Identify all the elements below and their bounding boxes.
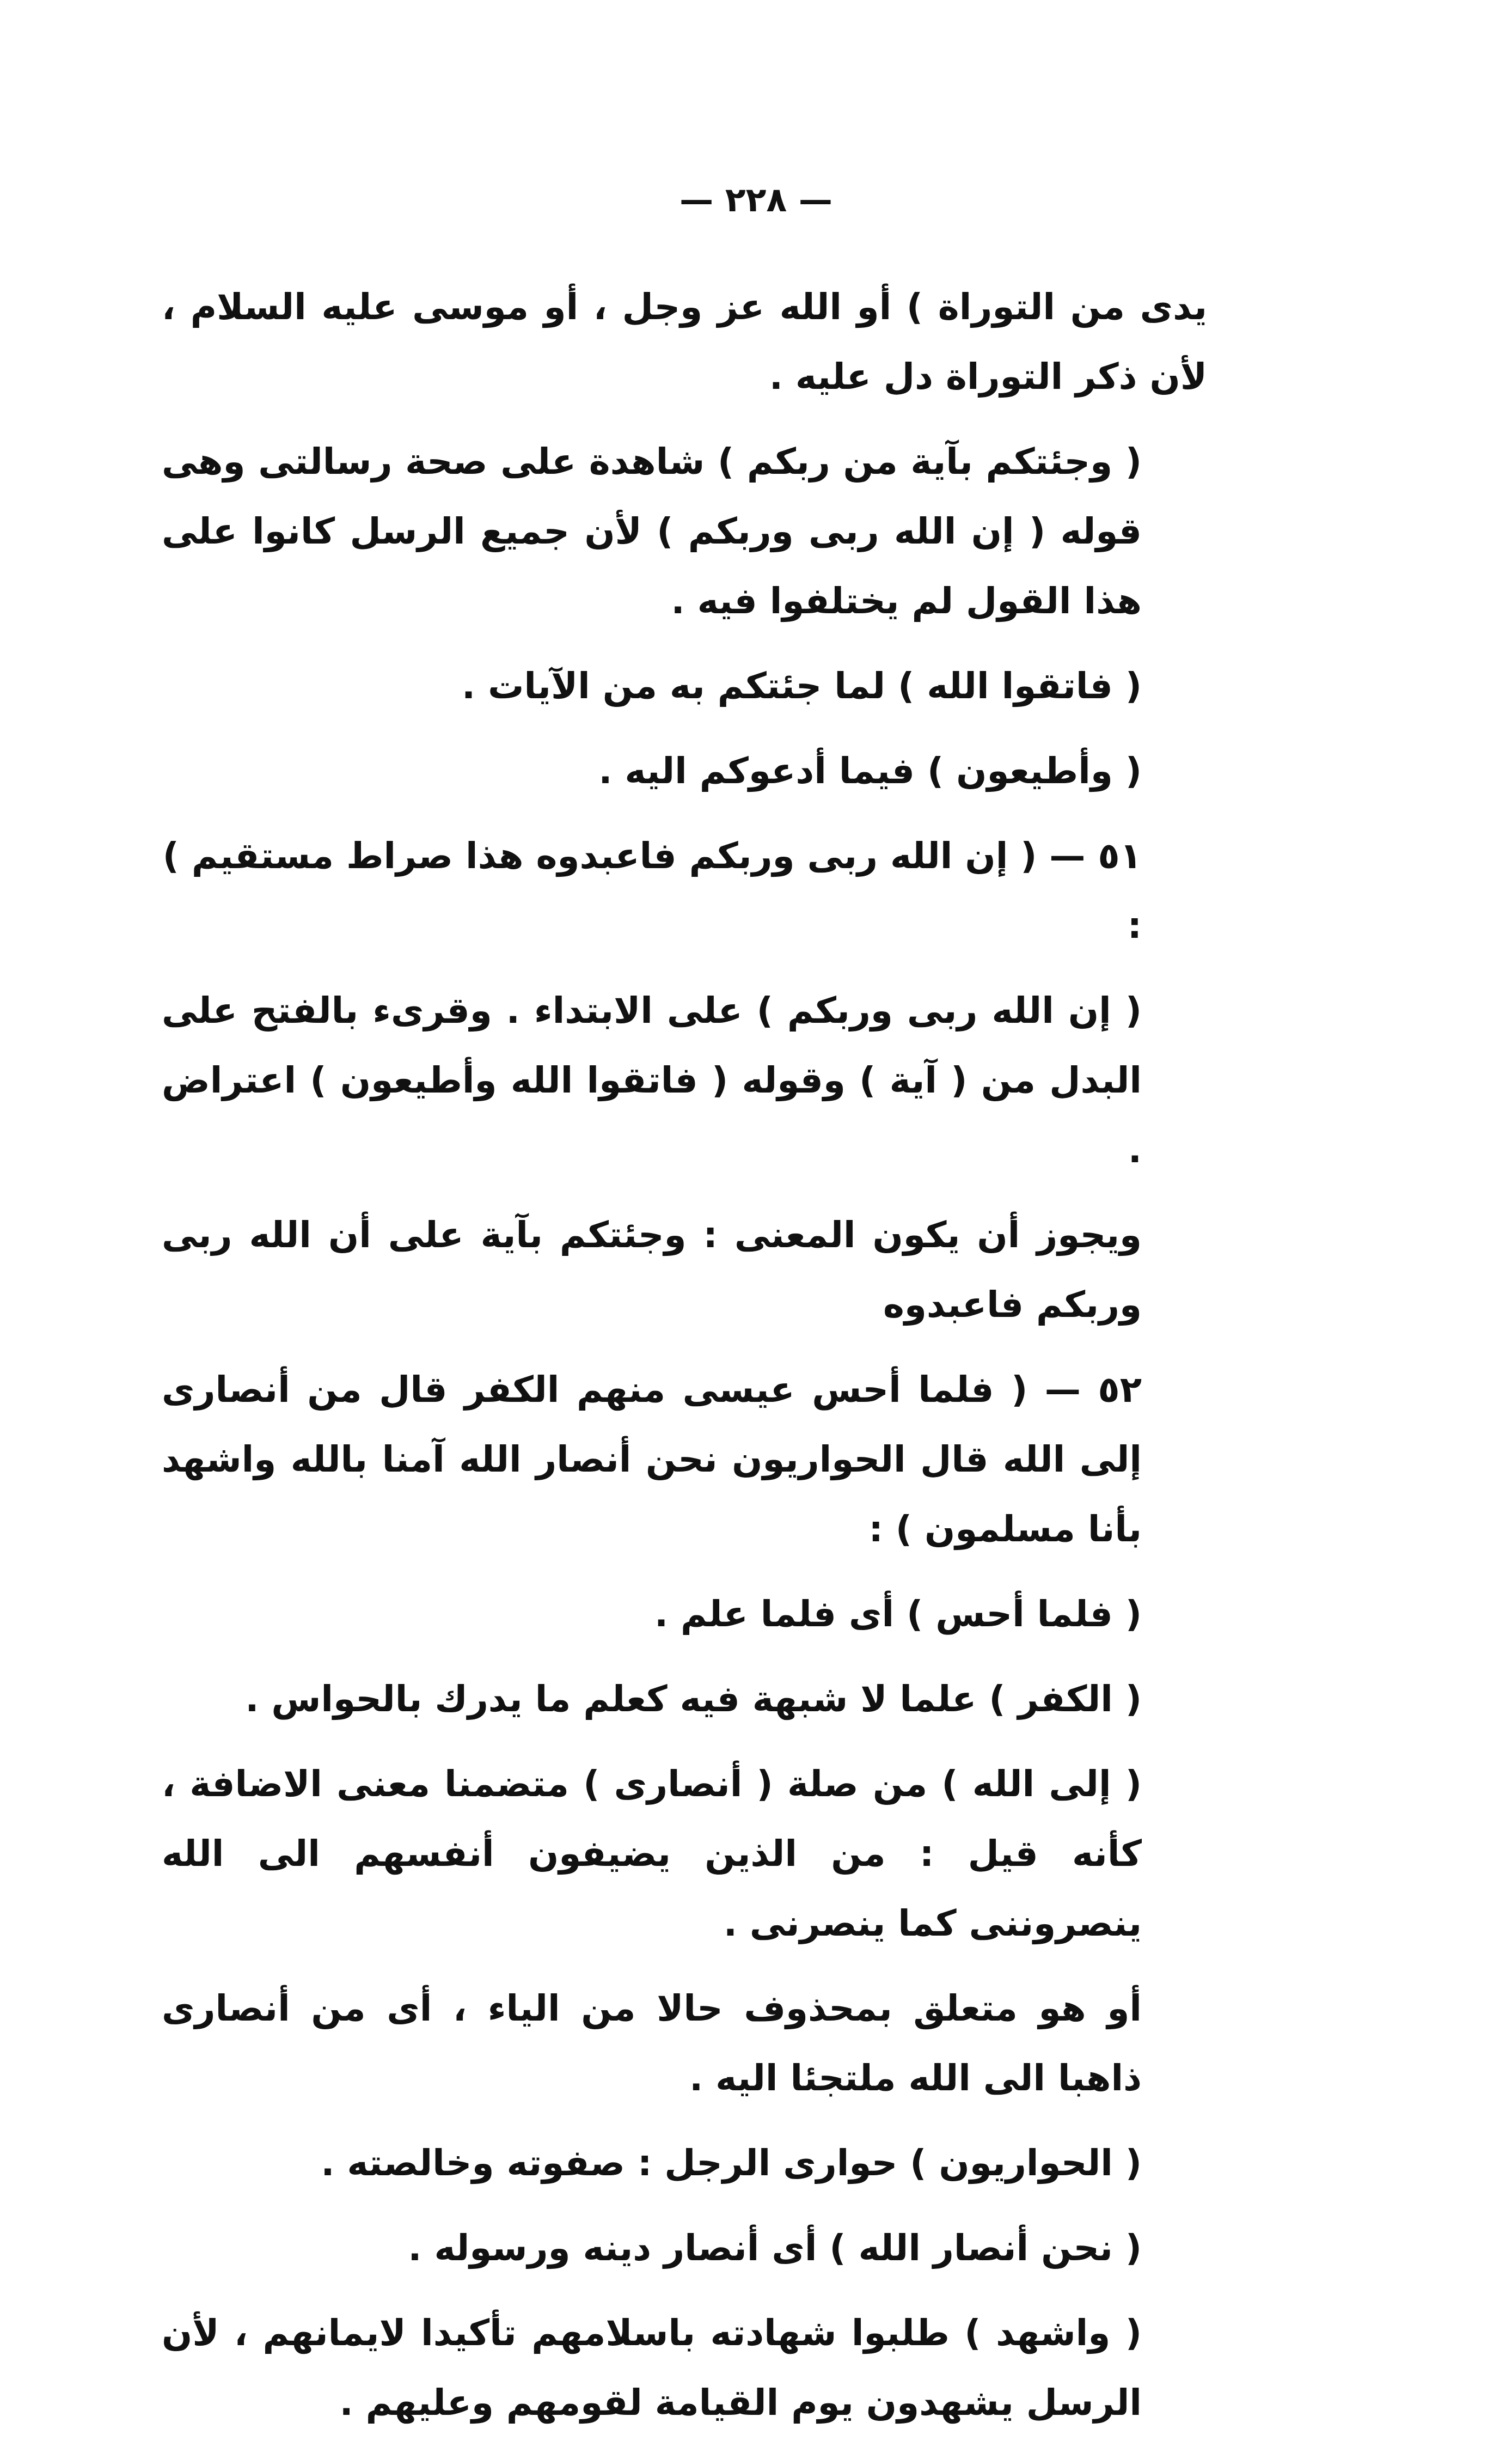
paragraph: ويجوز أن يكون المعنى : وجئتكم بآية على أن الله ربى وربكم فاعبدوه — [162, 1214, 1142, 1326]
paragraph: ( وجئتكم بآية من ربكم ) شاهدة على صحة رسالتى وهى قوله ( إن الله ربى وربكم ) لأن جميع الرسل كانوا على هذا القول لم يختلفوا فيه . — [162, 441, 1142, 622]
paragraph: يدى من التوراة ) أو الله عز وجل ، أو موسى عليه السلام ، لأن ذكر التوراة دل عليه . — [162, 286, 1207, 398]
paragraph: أو هو متعلق بمحذوف حالا من الياء ، أى من أنصارى ذاهبا الى الله ملتجئا اليه . — [162, 1987, 1142, 2099]
paragraph: ( فاتقوا الله ) لما جئتكم به من الآيات . — [462, 665, 1142, 707]
verse-heading: ٥١ — ( إن الله ربى وربكم فاعبدوه هذا صراط مستقيم ) : — [162, 835, 1142, 947]
paragraph: ( إن الله ربى وربكم ) على الابتداء . وقرىء بالفتح على البدل من ( آية ) وقوله ( فاتقوا الله وأطيعون ) اعتراض . — [162, 990, 1142, 1171]
paragraph: ( وأطيعون ) فيما أدعوكم اليه . — [598, 750, 1142, 792]
paragraph: ( الكفر ) علما لا شبهة فيه كعلم ما يدرك بالحواس . — [245, 1678, 1142, 1720]
paragraph: ( الحواريون ) حوارى الرجل : صفوته وخالصته . — [321, 2142, 1142, 2184]
paragraph: ( فلما أحس ) أى فلما علم . — [654, 1593, 1142, 1635]
page-body — [162, 272, 1207, 2453]
page-number: — ٢٢٨ — — [680, 180, 832, 219]
paragraph: ( إلى الله ) من صلة ( أنصارى ) متضمنا معنى الاضافة ، كأنه قيل : من الذين يضيفون أنفسهم الى الله ينصروننى كما ينصرنى . — [162, 1763, 1142, 1944]
paragraph: ( نحن أنصار الله ) أى أنصار دينه ورسوله . — [408, 2227, 1142, 2269]
verse-heading: ٥٢ — ( فلما أحس عيسى منهم الكفر قال من أنصارى إلى الله قال الحواريون نحن أنصار الله آمنا بالله واشهد بأنا مسلمون ) : — [162, 1369, 1142, 1550]
paragraph: ( واشهد ) طلبوا شهادته باسلامهم تأكيدا لايمانهم ، لأن الرسل يشهدون يوم القيامة لقومهم وعليهم . — [162, 2312, 1142, 2424]
